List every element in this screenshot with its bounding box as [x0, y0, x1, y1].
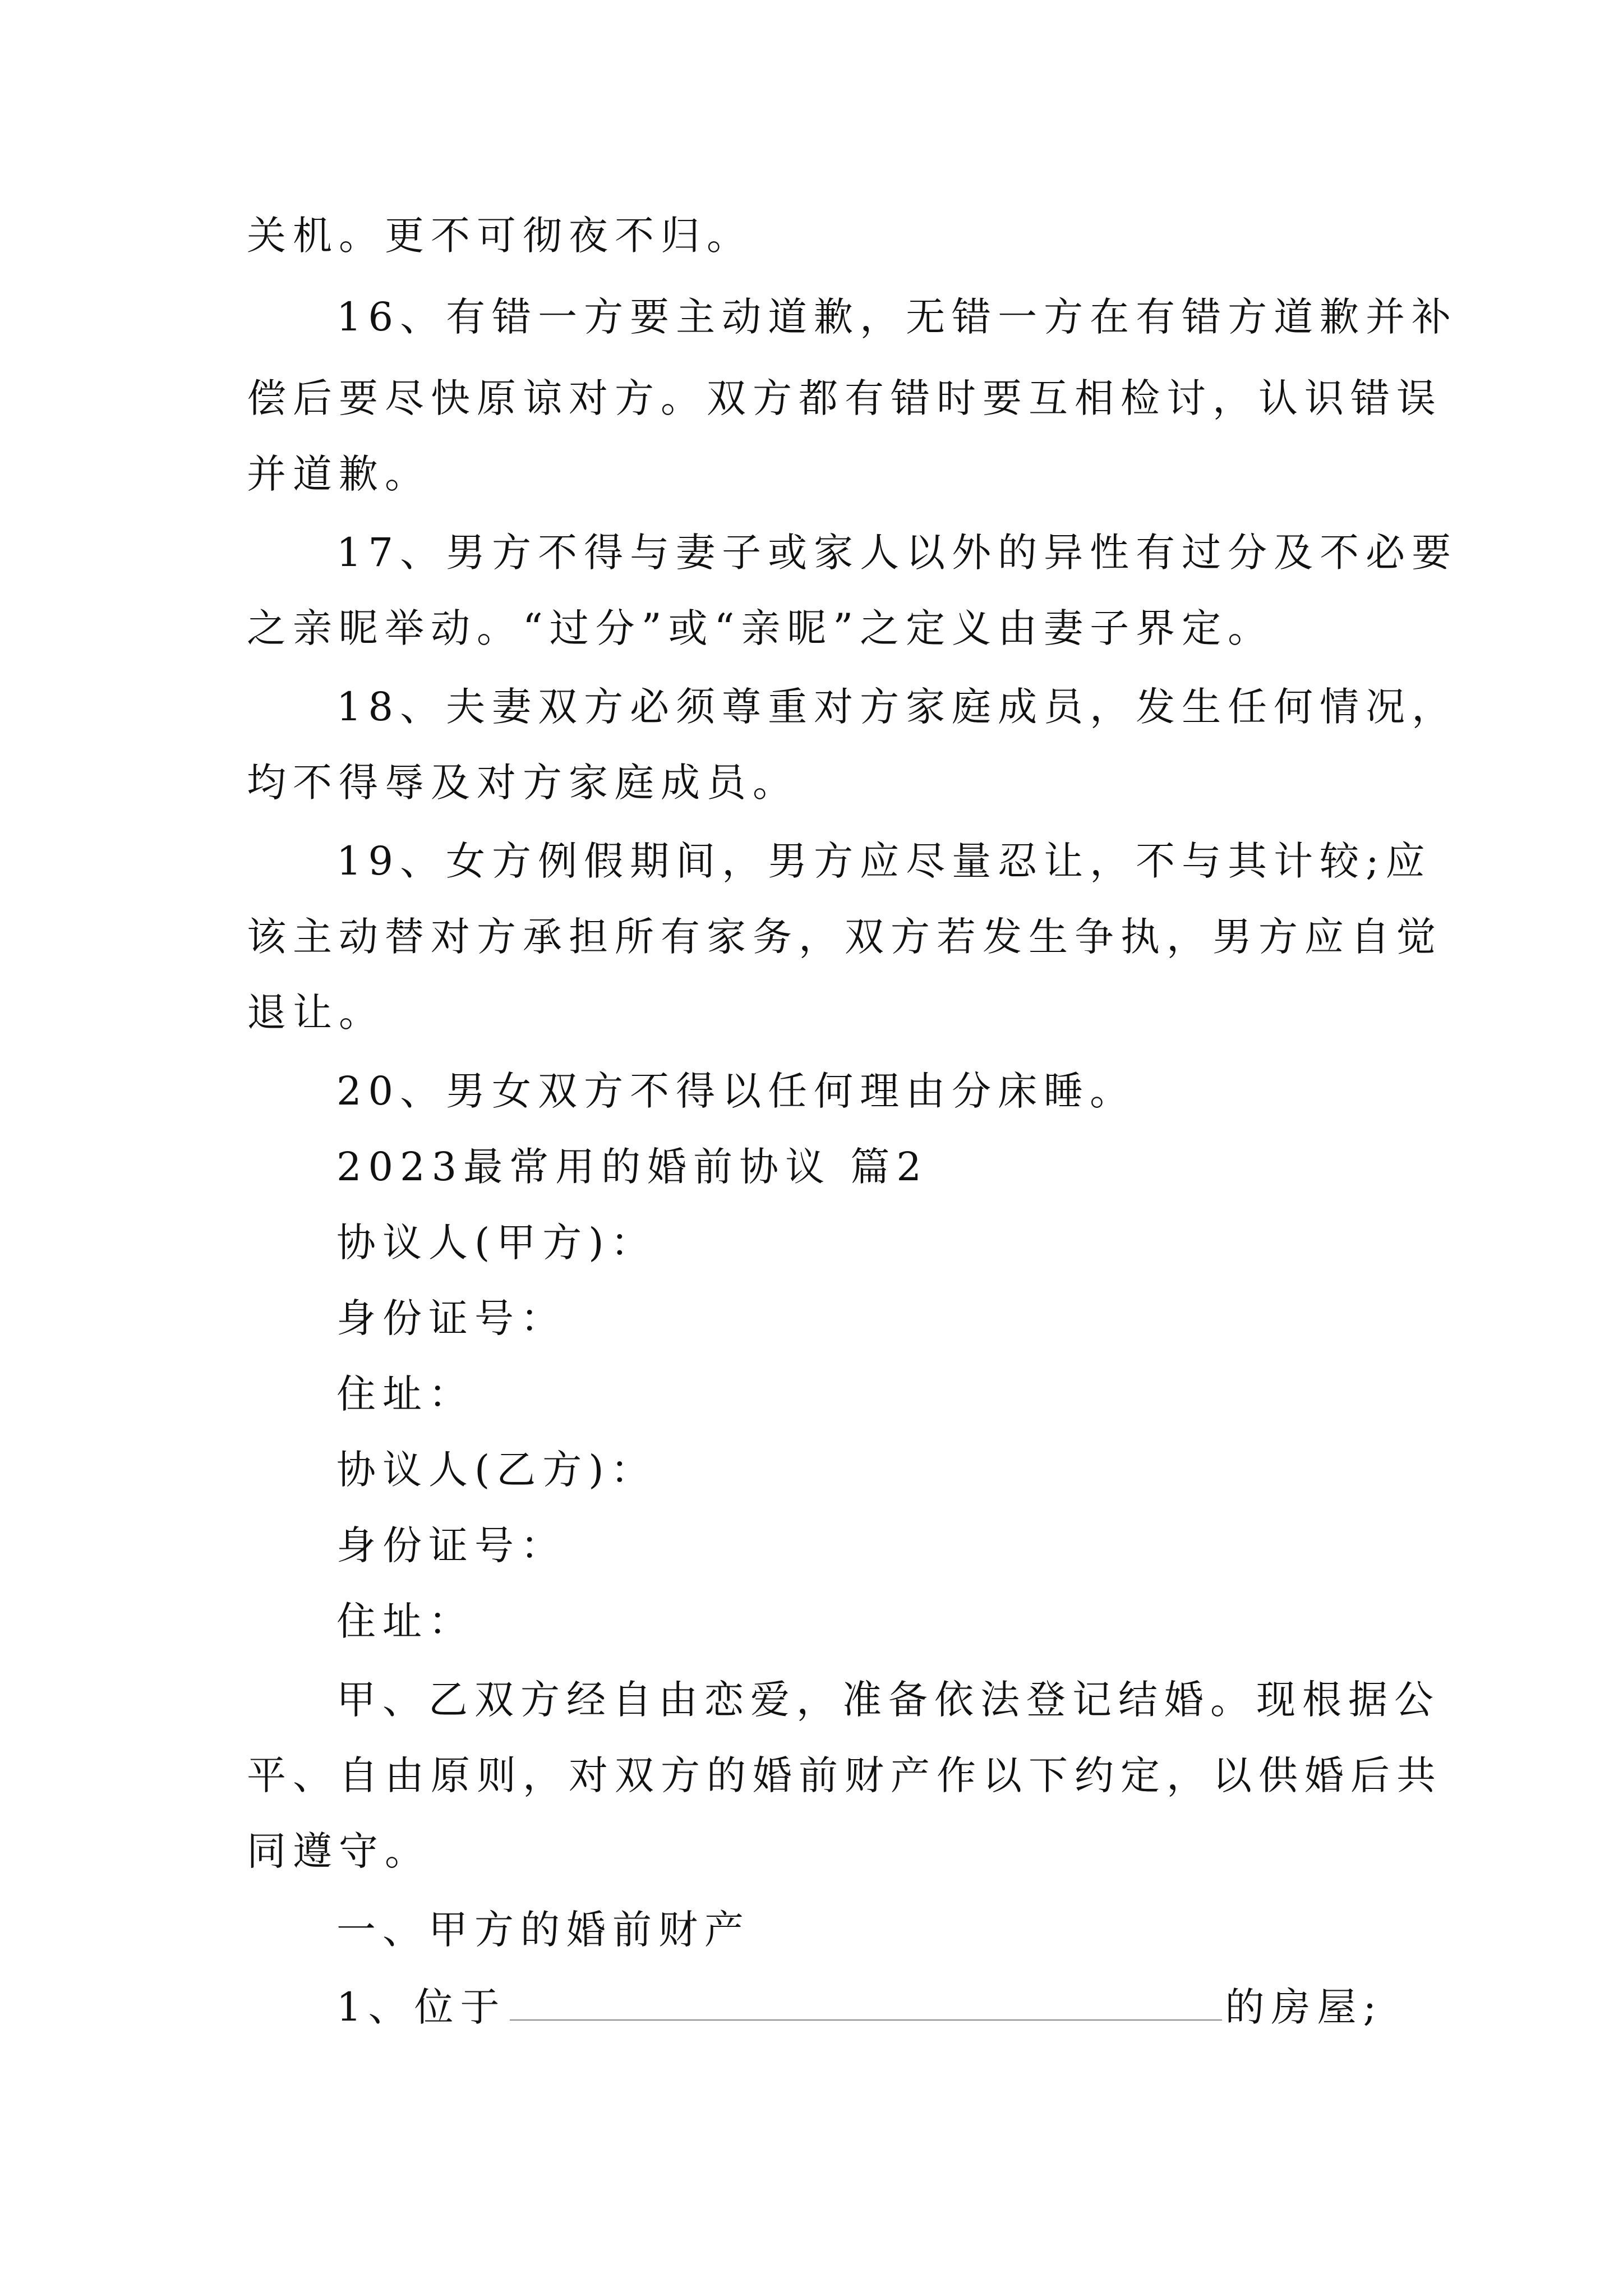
text-line: 该主动替对方承担所有家务，双方若发生争执，男方应自觉: [247, 914, 1442, 960]
text-line: 甲、乙双方经自由恋爱，准备依法登记结婚。现根据公: [336, 1677, 1440, 1723]
text-line: 退让。: [247, 990, 385, 1036]
blank-fill-line: [510, 1980, 1222, 2021]
text-line: 之亲昵举动。“过分”或“亲昵”之定义由妻子界定。: [247, 605, 1274, 651]
text-line: 同遵守。: [247, 1828, 431, 1874]
party-a-id-label: 身份证号：: [336, 1295, 566, 1341]
text-line: 并道歉。: [247, 451, 431, 497]
text-line: 平、自由原则，对双方的婚前财产作以下约定，以供婚后共: [247, 1752, 1442, 1798]
text-line: 17、男方不得与妻子或家人以外的异性有过分及不必要: [336, 530, 1458, 576]
party-a-label: 协议人(甲方)：: [336, 1220, 657, 1266]
party-a-address-label: 住址：: [336, 1371, 474, 1417]
section-heading: 2023最常用的婚前协议 篇2: [336, 1144, 928, 1190]
text-line: 20、男女双方不得以任何理由分床睡。: [336, 1068, 1136, 1114]
property-line-prefix: 1、位于: [336, 1984, 506, 2030]
text-line: 18、夫妻双方必须尊重对方家庭成员，发生任何情况，: [336, 684, 1458, 730]
text-line: 19、女方例假期间，男方应尽量忍让，不与其计较;应: [336, 838, 1432, 884]
party-b-id-label: 身份证号：: [336, 1522, 566, 1568]
text-line: 16、有错一方要主动道歉，无错一方在有错方道歉并补: [336, 294, 1458, 340]
text-line: 偿后要尽快原谅对方。双方都有错时要互相检讨，认识错误: [247, 375, 1442, 421]
property-line: [336, 1980, 1383, 2032]
subsection-heading: 一、甲方的婚前财产: [336, 1907, 750, 1953]
text-line: 均不得辱及对方家庭成员。: [247, 760, 799, 806]
party-b-label: 协议人(乙方)：: [336, 1447, 657, 1493]
party-b-address-label: 住址：: [336, 1598, 474, 1644]
property-line-suffix: 的房屋;: [1225, 1984, 1384, 2030]
text-line: 关机。更不可彻夜不归。: [247, 213, 753, 259]
